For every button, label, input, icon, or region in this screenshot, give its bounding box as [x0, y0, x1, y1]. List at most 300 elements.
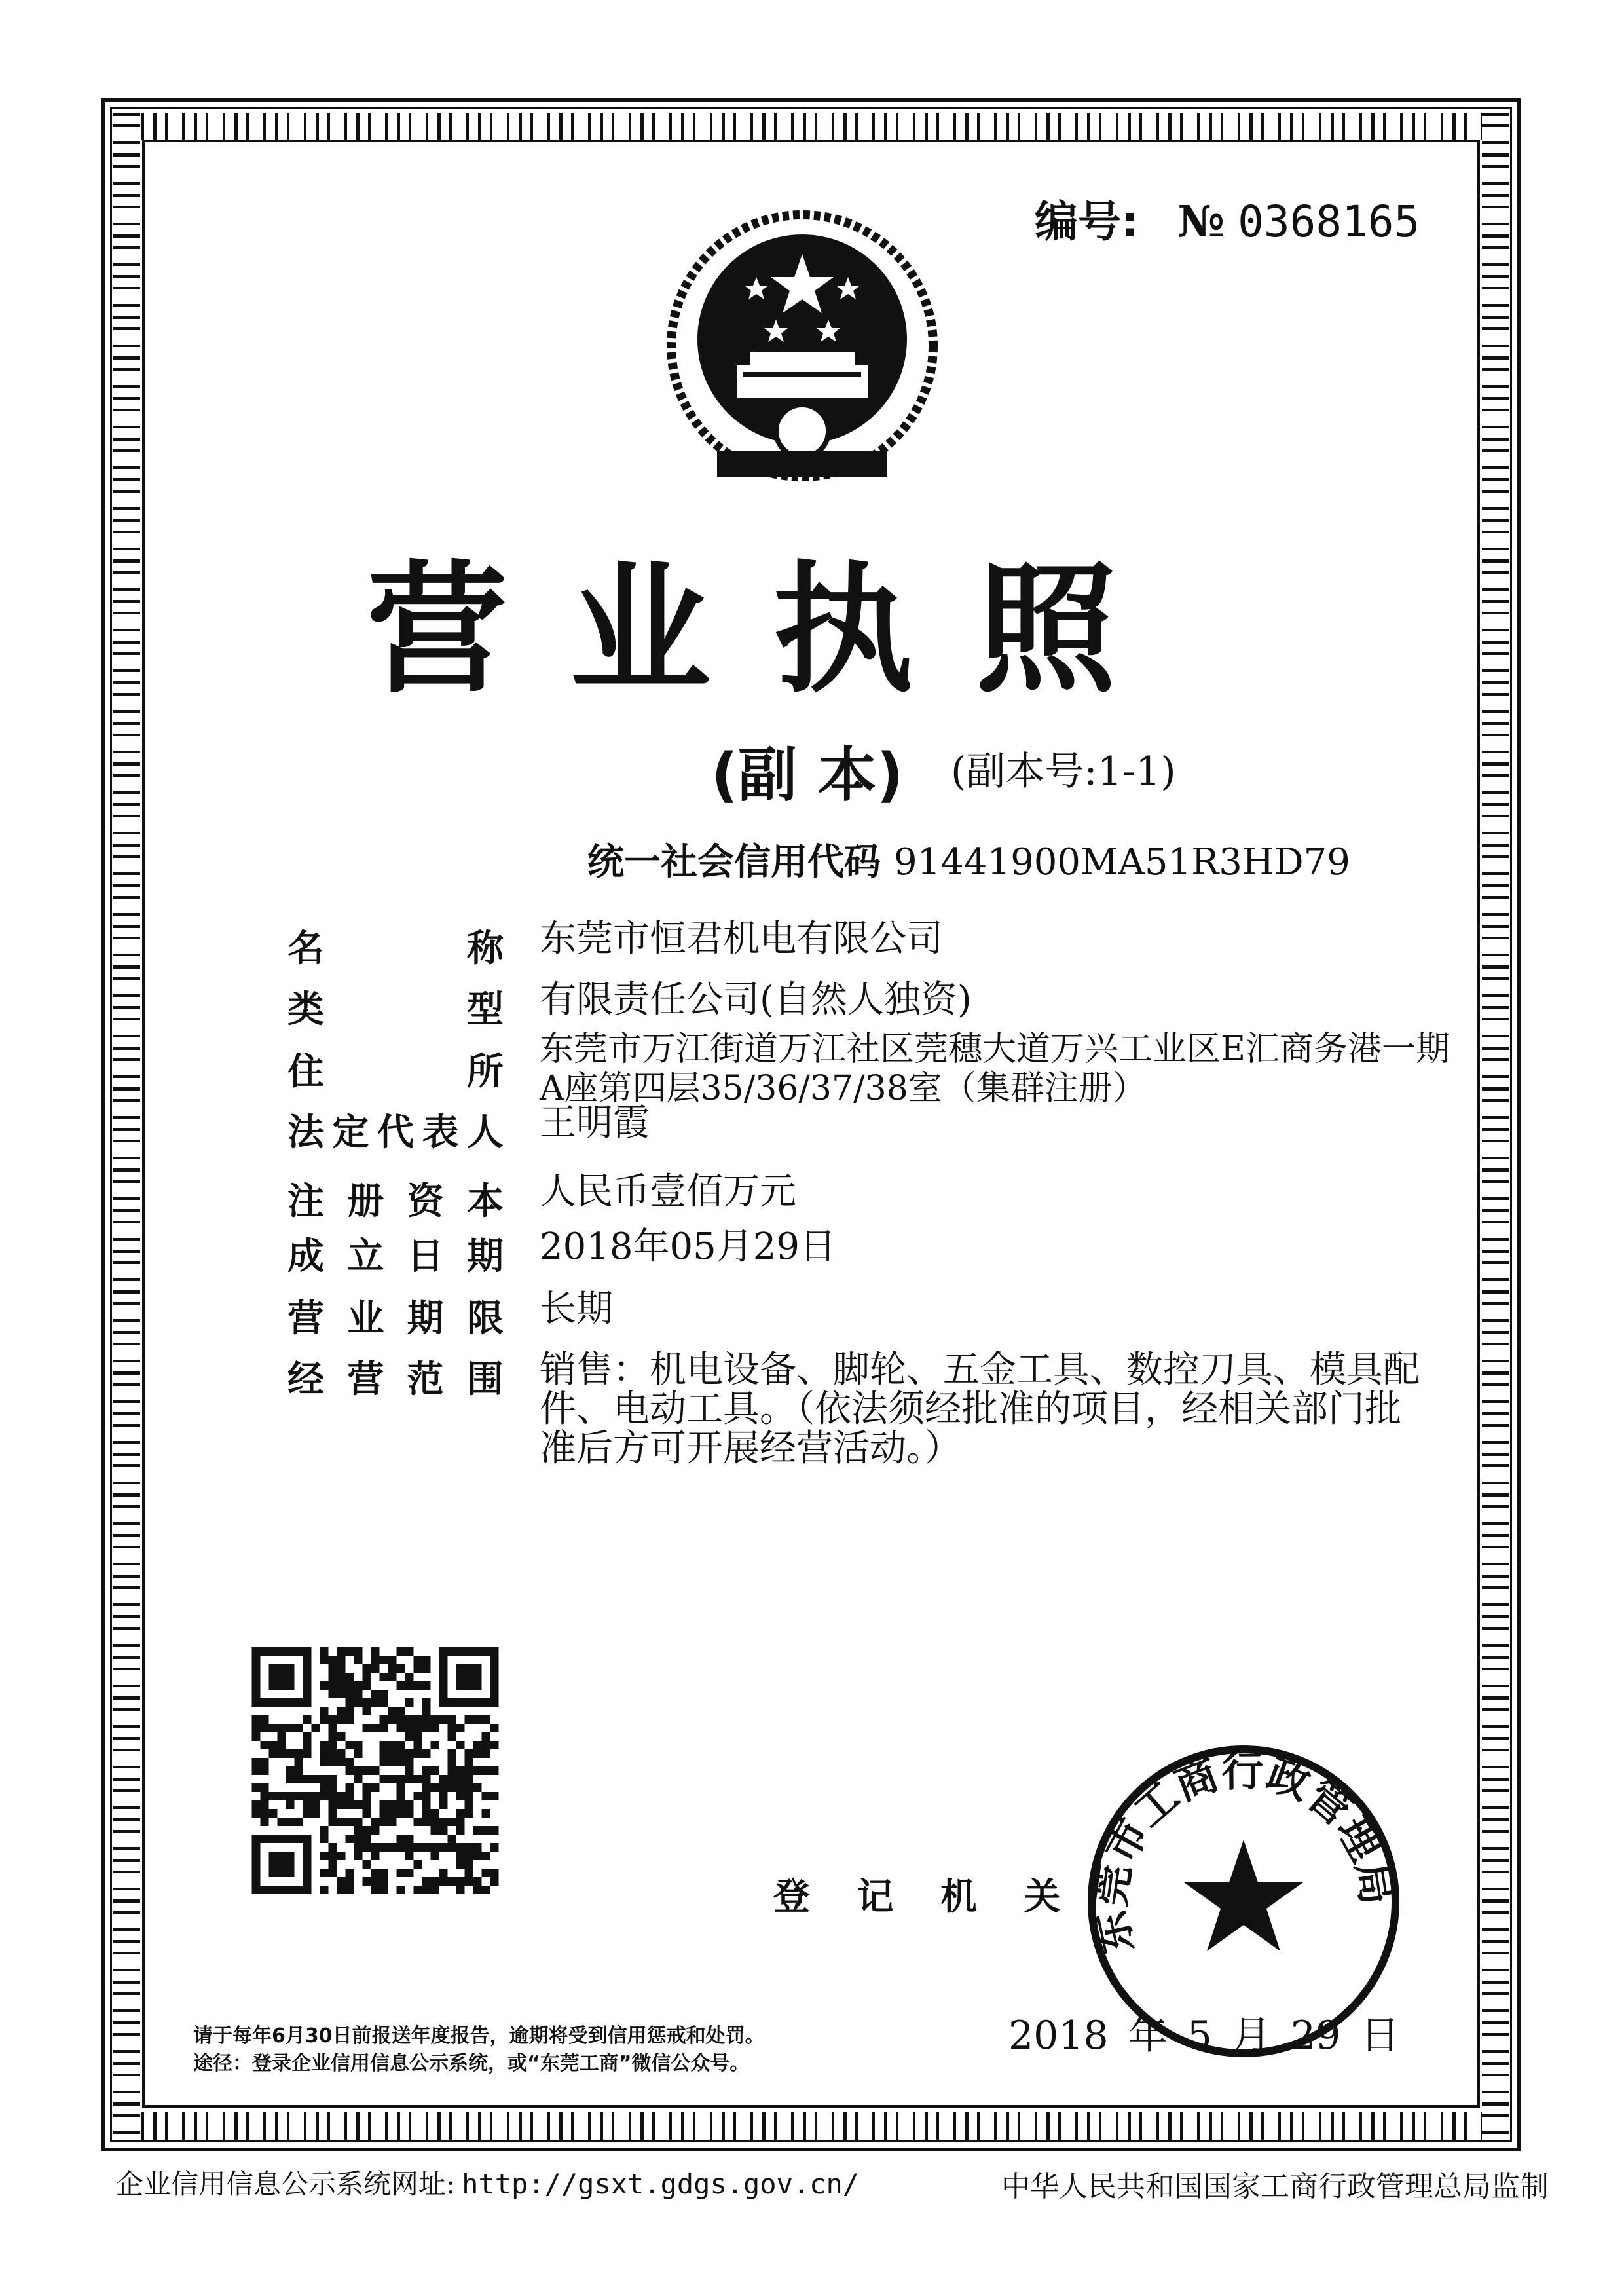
- qr-module: [380, 1843, 388, 1852]
- seal-text: 东莞市工商行政管理局: [1086, 1747, 1401, 1958]
- qr-module: [397, 1758, 405, 1766]
- qr-module: [388, 1800, 397, 1809]
- qr-module: [380, 1886, 388, 1894]
- qr-module: [320, 1707, 329, 1715]
- qr-module: [261, 1715, 269, 1724]
- qr-module: [329, 1656, 337, 1664]
- qr-module: [465, 1809, 473, 1818]
- qr-module: [431, 1886, 439, 1894]
- qr-module: [465, 1852, 473, 1860]
- qr-module: [252, 1800, 261, 1809]
- greek-key-border-left: [113, 113, 140, 2140]
- qr-module: [473, 1766, 482, 1775]
- qr-module: [371, 1852, 380, 1860]
- credit-code-label: 统一社会信用代码: [587, 841, 881, 884]
- qr-module: [354, 1690, 363, 1698]
- date-year-unit: 年: [1128, 2013, 1168, 2059]
- qr-module: [439, 1800, 448, 1809]
- qr-module: [431, 1783, 439, 1792]
- qr-module: [422, 1843, 431, 1852]
- qr-module: [422, 1707, 431, 1715]
- qr-module: [320, 1647, 329, 1656]
- qr-module: [346, 1690, 354, 1698]
- qr-module: [380, 1749, 388, 1758]
- qr-module: [329, 1690, 337, 1698]
- qr-module: [422, 1698, 431, 1707]
- qr-module: [329, 1783, 337, 1792]
- field-label: [287, 1104, 504, 1156]
- label-char: 类: [287, 988, 324, 1031]
- qr-module: [388, 1715, 397, 1724]
- field-label: [287, 1351, 504, 1403]
- label-char: 所: [467, 1051, 504, 1093]
- qr-module: [320, 1741, 329, 1749]
- qr-module: [269, 1749, 278, 1758]
- qr-module: [269, 1724, 278, 1732]
- qr-module: [482, 1792, 490, 1800]
- qr-module: [278, 1792, 286, 1800]
- field-value: 东莞市恒君机电有限公司: [540, 918, 943, 960]
- label-char: 资: [407, 1180, 444, 1223]
- qr-module: [388, 1758, 397, 1766]
- field-label: [287, 920, 504, 972]
- qr-module: [397, 1741, 405, 1749]
- qr-module: [261, 1758, 269, 1766]
- notice-line: 请于每年6月30日前报送年度报告，逾期将受到信用惩戒和处罚。: [193, 2024, 765, 2047]
- qr-module: [261, 1783, 269, 1792]
- label-char: 称: [467, 927, 504, 970]
- qr-module: [422, 1792, 431, 1800]
- qr-module: [363, 1835, 371, 1843]
- field-value: 人民币壹佰万元: [540, 1170, 796, 1213]
- qr-module: [456, 1775, 465, 1783]
- qr-module: [456, 1826, 465, 1835]
- qr-module: [448, 1783, 456, 1792]
- qr-module: [456, 1886, 465, 1894]
- qr-module: [337, 1732, 346, 1741]
- qr-module: [456, 1877, 465, 1886]
- qr-module: [482, 1741, 490, 1749]
- date-month: 5: [1187, 2013, 1212, 2059]
- qr-module: [490, 1843, 499, 1852]
- qr-module: [388, 1656, 397, 1664]
- qr-module: [405, 1843, 414, 1852]
- qr-module: [473, 1852, 482, 1860]
- qr-module: [354, 1800, 363, 1809]
- qr-module: [371, 1690, 380, 1698]
- qr-module: [295, 1818, 303, 1826]
- qr-module: [320, 1852, 329, 1860]
- qr-module: [346, 1741, 354, 1749]
- label-char: 型: [467, 988, 504, 1031]
- qr-module: [465, 1766, 473, 1775]
- qr-module: [363, 1766, 371, 1775]
- qr-module: [448, 1749, 456, 1758]
- qr-module: [380, 1869, 388, 1877]
- date-day: 29: [1290, 2013, 1341, 2059]
- qr-module: [252, 1732, 261, 1741]
- qr-module: [354, 1681, 363, 1690]
- qr-module: [405, 1715, 414, 1724]
- qr-module: [329, 1664, 337, 1673]
- qr-module: [473, 1749, 482, 1758]
- qr-module: [295, 1766, 303, 1775]
- qr-module: [252, 1715, 261, 1724]
- qr-module: [388, 1749, 397, 1758]
- qr-module: [286, 1749, 295, 1758]
- qr-module: [363, 1673, 371, 1681]
- qr-module: [439, 1715, 448, 1724]
- qr-module: [286, 1792, 295, 1800]
- qr-module: [371, 1818, 380, 1826]
- qr-module: [278, 1749, 286, 1758]
- qr-module: [337, 1749, 346, 1758]
- qr-module: [456, 1843, 465, 1852]
- qr-module: [363, 1877, 371, 1886]
- field-label: [287, 1172, 504, 1225]
- document-title: 营业执照: [367, 548, 1179, 712]
- qr-module: [312, 1809, 320, 1818]
- qr-module: [397, 1809, 405, 1818]
- notice-line: 途径：登录企业信用信息公示系统，或“东莞工商”微信公众号。: [193, 2052, 750, 2075]
- qr-module: [397, 1843, 405, 1852]
- qr-module: [465, 1792, 473, 1800]
- label-char: 名: [287, 927, 324, 970]
- copy-number: (副本号:1-1): [951, 749, 1176, 794]
- qr-module: [448, 1766, 456, 1775]
- qr-module: [473, 1715, 482, 1724]
- qr-module: [261, 1818, 269, 1826]
- qr-module: [278, 1732, 286, 1741]
- qr-module: [456, 1766, 465, 1775]
- qr-module: [278, 1818, 286, 1826]
- qr-module: [397, 1707, 405, 1715]
- qr-module: [380, 1741, 388, 1749]
- qr-module: [439, 1818, 448, 1826]
- qr-module: [337, 1681, 346, 1690]
- qr-module: [405, 1673, 414, 1681]
- website-label: 企业信用信息公示系统网址:: [116, 2168, 456, 2200]
- label-char: 范: [407, 1358, 444, 1401]
- qr-module: [346, 1758, 354, 1766]
- qr-module: [456, 1818, 465, 1826]
- qr-module: [371, 1886, 380, 1894]
- qr-module: [303, 1809, 312, 1818]
- qr-module: [337, 1715, 346, 1724]
- qr-module: [422, 1886, 431, 1894]
- qr-module: [405, 1869, 414, 1877]
- qr-module: [414, 1681, 422, 1690]
- qr-module: [295, 1749, 303, 1758]
- serial-value: 0368165: [1238, 196, 1420, 247]
- qr-module: [405, 1852, 414, 1860]
- qr-module: [269, 1792, 278, 1800]
- qr-module: [354, 1818, 363, 1826]
- qr-module: [482, 1886, 490, 1894]
- field-value: 长期: [540, 1288, 613, 1330]
- qr-module: [482, 1715, 490, 1724]
- qr-module: [371, 1724, 380, 1732]
- qr-module: [414, 1775, 422, 1783]
- qr-module: [380, 1690, 388, 1698]
- qr-module: [329, 1800, 337, 1809]
- qr-module: [320, 1886, 329, 1894]
- qr-module: [473, 1877, 482, 1886]
- qr-module: [346, 1792, 354, 1800]
- qr-module: [252, 1758, 261, 1766]
- qr-module: [337, 1852, 346, 1860]
- qr-module: [363, 1698, 371, 1707]
- label-char: 注: [287, 1180, 324, 1223]
- qr-module: [465, 1758, 473, 1766]
- qr-module: [320, 1681, 329, 1690]
- qr-module: [414, 1664, 422, 1673]
- qr-module: [363, 1800, 371, 1809]
- qr-module: [371, 1826, 380, 1835]
- field-value: 有限责任公司(自然人独资): [540, 979, 972, 1021]
- qr-module: [337, 1886, 346, 1894]
- qr-module: [337, 1664, 346, 1673]
- label-char: 营: [287, 1297, 324, 1340]
- qr-module: [397, 1886, 405, 1894]
- qr-module: [286, 1724, 295, 1732]
- registration-authority-label: 登 记 机 关: [773, 1876, 1078, 1918]
- qr-module: [346, 1673, 354, 1681]
- qr-module: [346, 1818, 354, 1826]
- qr-module: [431, 1826, 439, 1835]
- qr-module: [337, 1690, 346, 1698]
- label-char: 本: [466, 1180, 504, 1223]
- qr-module: [286, 1800, 295, 1809]
- qr-module: [303, 1715, 312, 1724]
- date-month-unit: 月: [1231, 2013, 1271, 2059]
- qr-module: [397, 1749, 405, 1758]
- qr-module: [337, 1758, 346, 1766]
- label-char: 册: [347, 1180, 384, 1223]
- qr-module: [388, 1741, 397, 1749]
- qr-module: [465, 1877, 473, 1886]
- qr-module: [388, 1843, 397, 1852]
- qr-module: [295, 1792, 303, 1800]
- qr-module: [473, 1826, 482, 1835]
- qr-module: [456, 1852, 465, 1860]
- qr-module: [388, 1809, 397, 1818]
- qr-module: [380, 1715, 388, 1724]
- qr-module: [329, 1715, 337, 1724]
- qr-module: [465, 1800, 473, 1809]
- qr-module: [329, 1681, 337, 1690]
- qr-module: [380, 1877, 388, 1886]
- qr-module: [397, 1869, 405, 1877]
- qr-module: [354, 1647, 363, 1656]
- qr-module: [422, 1681, 431, 1690]
- qr-module: [320, 1826, 329, 1835]
- qr-module: [329, 1758, 337, 1766]
- qr-module: [346, 1707, 354, 1715]
- qr-module: [380, 1673, 388, 1681]
- issue-date: [1008, 2004, 1419, 2061]
- qr-module: [473, 1886, 482, 1894]
- qr-module: [295, 1724, 303, 1732]
- qr-module: [346, 1877, 354, 1886]
- qr-module: [465, 1860, 473, 1869]
- qr-module: [354, 1775, 363, 1783]
- annual-report-notice: [193, 2023, 765, 2078]
- qr-module: [354, 1749, 363, 1758]
- qr-module: [371, 1664, 380, 1673]
- qr-module: [337, 1818, 346, 1826]
- qr-module: [422, 1656, 431, 1664]
- label-char: 期: [407, 1297, 444, 1340]
- qr-module: [414, 1749, 422, 1758]
- qr-module: [465, 1843, 473, 1852]
- qr-module: [354, 1698, 363, 1707]
- footer-website: [116, 2163, 859, 2202]
- qr-module: [363, 1792, 371, 1800]
- national-emblem-icon: [658, 208, 946, 496]
- qr-module: [286, 1766, 295, 1775]
- qr-module: [456, 1792, 465, 1800]
- qr-module: [388, 1664, 397, 1673]
- label-char: 代: [377, 1111, 414, 1154]
- qr-module: [414, 1792, 422, 1800]
- qr-module: [269, 1741, 278, 1749]
- website-url[interactable]: http://gsxt.gdgs.gov.cn/: [462, 2168, 860, 2200]
- qr-module: [354, 1835, 363, 1843]
- qr-module: [329, 1792, 337, 1800]
- qr-module: [439, 1869, 448, 1877]
- qr-module: [320, 1656, 329, 1664]
- label-char: 表: [422, 1111, 459, 1154]
- qr-module: [303, 1741, 312, 1749]
- qr-module: [346, 1783, 354, 1792]
- qr-module: [337, 1673, 346, 1681]
- qr-module: [465, 1715, 473, 1724]
- qr-module: [380, 1809, 388, 1818]
- qr-module: [414, 1860, 422, 1869]
- qr-module: [431, 1877, 439, 1886]
- qr-module: [448, 1724, 456, 1732]
- serial-number: [1035, 187, 1420, 249]
- qr-module: [405, 1809, 414, 1818]
- qr-module: [329, 1673, 337, 1681]
- qr-module: [295, 1775, 303, 1783]
- qr-module: [337, 1877, 346, 1886]
- qr-module: [456, 1724, 465, 1732]
- qr-module: [354, 1843, 363, 1852]
- qr-module: [329, 1852, 337, 1860]
- qr-module: [414, 1886, 422, 1894]
- qr-module: [371, 1698, 380, 1707]
- qr-module: [363, 1826, 371, 1835]
- qr-module: [473, 1783, 482, 1792]
- star-icon: [1184, 1840, 1303, 1951]
- qr-module: [422, 1809, 431, 1818]
- qr-module: [329, 1869, 337, 1877]
- qr-module: [490, 1877, 499, 1886]
- qr-module: [261, 1800, 269, 1809]
- qr-module: [405, 1749, 414, 1758]
- qr-module: [448, 1843, 456, 1852]
- qr-module: [448, 1835, 456, 1843]
- qr-module: [380, 1724, 388, 1732]
- label-char: 经: [287, 1358, 324, 1401]
- field-label: [287, 1227, 504, 1280]
- qr-module: [431, 1809, 439, 1818]
- greek-key-border-top: [113, 113, 1509, 140]
- qr-module: [380, 1818, 388, 1826]
- qr-module: [363, 1664, 371, 1673]
- qr-module: [303, 1732, 312, 1741]
- qr-module: [482, 1809, 490, 1818]
- qr-module: [346, 1800, 354, 1809]
- qr-module: [380, 1775, 388, 1783]
- qr-module: [422, 1818, 431, 1826]
- qr-module: [448, 1877, 456, 1886]
- qr-module: [354, 1766, 363, 1775]
- qr-module: [448, 1715, 456, 1724]
- qr-module: [278, 1724, 286, 1732]
- qr-module: [312, 1724, 320, 1732]
- qr-module: [482, 1732, 490, 1741]
- qr-module: [346, 1715, 354, 1724]
- qr-module: [397, 1783, 405, 1792]
- qr-module: [439, 1826, 448, 1835]
- qr-module: [456, 1741, 465, 1749]
- qr-code[interactable]: [249, 1647, 501, 1894]
- qr-module: [354, 1852, 363, 1860]
- footer-supervisor: 中华人民共和国国家工商行政管理总局监制: [1001, 2170, 1549, 2203]
- qr-module: [252, 1783, 261, 1792]
- qr-module: [490, 1766, 499, 1775]
- qr-module: [448, 1758, 456, 1766]
- qr-module: [337, 1656, 346, 1664]
- qr-module: [269, 1809, 278, 1818]
- qr-module: [405, 1775, 414, 1783]
- qr-module: [439, 1783, 448, 1792]
- qr-module: [252, 1766, 261, 1775]
- qr-module: [329, 1724, 337, 1732]
- qr-module: [465, 1775, 473, 1783]
- qr-module: [456, 1809, 465, 1818]
- qr-module: [346, 1681, 354, 1690]
- qr-module: [320, 1715, 329, 1724]
- qr-module: [320, 1749, 329, 1758]
- qr-module: [397, 1792, 405, 1800]
- qr-module: [405, 1758, 414, 1766]
- qr-module: [337, 1792, 346, 1800]
- qr-module: [431, 1741, 439, 1749]
- qr-module: [354, 1826, 363, 1835]
- qr-module: [346, 1886, 354, 1894]
- qr-module: [405, 1647, 414, 1656]
- field-label: [287, 980, 504, 1033]
- credit-code: [587, 833, 1350, 886]
- qr-module: [312, 1800, 320, 1809]
- qr-module: [354, 1656, 363, 1664]
- qr-module: [286, 1818, 295, 1826]
- qr-module: [422, 1783, 431, 1792]
- qr-module: [405, 1732, 414, 1741]
- qr-module: [490, 1826, 499, 1835]
- qr-module: [261, 1724, 269, 1732]
- qr-module: [473, 1843, 482, 1852]
- qr-module: [405, 1835, 414, 1843]
- qr-module: [414, 1818, 422, 1826]
- serial-prefix: №: [1177, 196, 1225, 247]
- qr-module: [252, 1809, 261, 1818]
- qr-module: [363, 1724, 371, 1732]
